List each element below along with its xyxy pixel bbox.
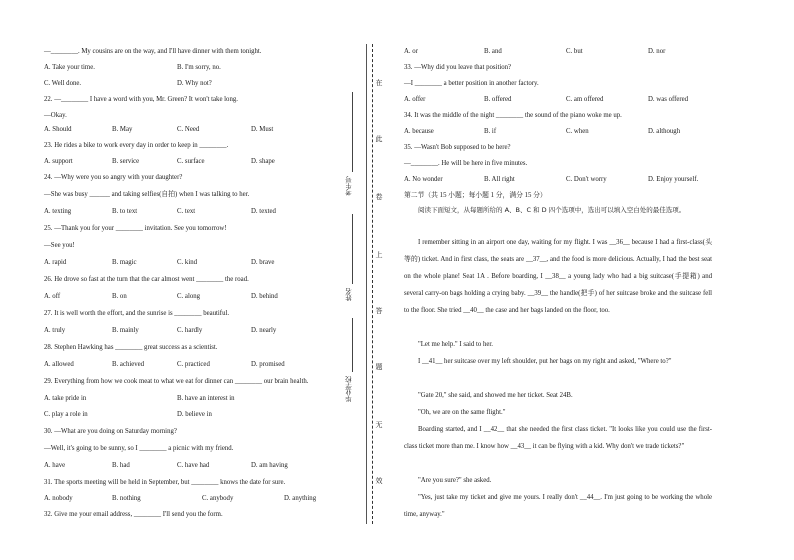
q21-stem: —________. My cousins are on the way, and I'll have dinner with them tonight. [44,48,262,55]
q30-option-a: A. have [44,462,66,469]
q28-option-b: B. achieved [112,361,145,368]
q31-option-c: C. anybody [202,495,234,502]
q33-option-c: C. am offered [566,96,604,103]
q32-stem: 32. Give me your email address, ________ I'll send you the form. [44,511,223,518]
passage-paragraph-2: "Let me help." I said to her. [418,341,494,348]
q23-option-b: B. service [112,158,140,165]
q29-option-d: D. believe in [177,411,212,418]
q26-option-a: A. off [44,293,61,300]
q28-stem: 28. Stephen Hawking has ________ great success as a scientist. [44,344,218,351]
q21-option-d: D. Why not? [177,80,212,87]
q25-stem: 25. —Thank you for your ________ invitation. See you tomorrow! [44,225,227,232]
passage-paragraph-3: I __41__ her suitcase over my left shoulder, put her bags on my right and asked, "Where to?" [418,358,672,365]
q28-option-d: D. promised [251,361,285,368]
q35-option-c: C. Don't worry [566,176,607,183]
q32-option-a: A. or [404,48,418,55]
q34-option-c: C. when [566,128,589,135]
q35-option-a: A. No wonder [404,176,443,183]
binding-margin [330,0,390,560]
seal-char: 在 [375,79,383,87]
q30-option-c: C. have had [177,462,210,469]
binding-solid-line [366,44,367,524]
q35-option-b: B. All right [484,176,515,183]
q24-stem: 24. —Why were you so angry with your daughter? [44,174,183,181]
school-line [352,318,353,372]
q24-option-b: B. to text [112,208,138,215]
passage-paragraph-5: "Oh, we are on the same flight." [418,409,506,416]
name-label: 姓名 [345,288,353,301]
passage-paragraph-4: "Gate 20," she said, and showed me her ticket. Seat 24B. [418,392,573,399]
q30-option-d: D. am having [251,462,288,469]
q29-option-a: A. take pride in [44,395,87,402]
q22-stem: 22. —________ I have a word with you, Mr. Green? It won't take long. [44,96,238,103]
q33-option-d: D. was offered [648,96,689,103]
q33-line2: —I ________ a better position in another factory. [404,80,539,87]
q24-option-d: D. texted [251,208,276,215]
q26-option-d: D. behind [251,293,278,300]
q22-option-d: D. Must [251,126,274,133]
q23-stem: 23. He rides a bike to work every day in order to keep in ________. [44,142,229,149]
q31-option-d: D. anything [284,495,317,502]
q32-option-b: B. and [484,48,502,55]
seal-char: 效 [375,477,383,485]
q25-option-a: A. rapid [44,259,67,266]
q22-reply: —Okay. [44,112,67,119]
q27-stem: 27. It is well worth the effort, and the sunrise is ________ beautiful. [44,310,230,317]
q27-option-c: C. hardly [177,327,203,334]
q26-option-b: B. on [112,293,127,300]
section-instructions: 阅读下面短文，从每题所给的 A、B、C 和 D 四个选项中，选出可以填入空白处的最佳选项。 [418,206,686,214]
binding-dashed-line [372,44,373,524]
q34-option-a: A. because [404,128,434,135]
school-label: 毕业学校 [345,376,353,402]
q28-option-a: A. allowed [44,361,74,368]
passage-paragraph-7: "Are you sure?" she asked. [418,477,492,484]
seal-char: 题 [375,363,383,371]
q23-option-d: D. shape [251,158,275,165]
q29-option-c: C. play a role in [44,411,88,418]
q33-option-a: A. offer [404,96,426,103]
section-title: 第二节（共 15 小题；每小题 1 分，满分 15 分） [404,192,547,199]
q35-option-d: D. Enjoy yourself. [648,176,699,183]
q25-option-d: D. brave [251,259,275,266]
q31-option-a: A. nobody [44,495,73,502]
q34-option-d: D. although [648,128,681,135]
q29-stem: 29. Everything from how we cook meat to what we eat for dinner can ________ our brain health. [44,378,309,385]
q24-option-c: C. text [177,208,196,215]
q31-option-b: B. nothing [112,495,141,502]
q29-option-b: B. have an interest in [177,395,235,402]
seal-char: 无 [375,421,383,429]
q30-stem: 30. —What are you doing on Saturday morning? [44,428,177,435]
q26-option-c: C. along [177,293,201,300]
q24-option-a: A. texting [44,208,72,215]
passage-paragraph-8: "Yes, just take my ticket and give me yours. I really don't __44__. I'm just going to be working the whole time, anyway." [404,494,712,518]
q27-option-b: B. mainly [112,327,139,334]
q33-option-b: B. offered [484,96,512,103]
q24-line2: —She was busy ______ and taking selfies(自拍) when I was talking to her. [44,191,250,198]
q25-reply: —See you! [44,242,75,249]
q35-line2: —________. He will be here in five minutes. [404,160,528,167]
q27-option-a: A. truly [44,327,66,334]
q34-option-b: B. if [484,128,497,135]
exam-number-label: 考生号 [345,176,353,196]
name-line [352,214,353,284]
q23-option-c: C. surface [177,158,205,165]
q30-line2: —Well, it's going to be sunny, so I ________ a picnic with my friend. [44,445,234,452]
exam-number-line [352,92,353,172]
q28-option-c: C. practiced [177,361,210,368]
seal-char: 上 [375,251,383,259]
q30-option-b: B. had [112,462,130,469]
q23-option-a: A. support [44,158,73,165]
q21-option-c: C. Well done. [44,80,82,87]
seal-char: 答 [375,307,383,315]
q22-option-b: B. May [112,126,133,133]
q32-option-c: C. but [566,48,583,55]
seal-char: 此 [375,135,383,143]
q26-stem: 26. He drove so fast at the turn that the car almost went ________ the road. [44,276,249,283]
q21-option-a: A. Take your time. [44,64,95,71]
q25-option-c: C. kind [177,259,198,266]
q25-option-b: B. magic [112,259,137,266]
seal-char: 卷 [375,193,383,201]
q21-option-b: B. I'm sorry, no. [177,64,221,71]
q33-stem: 33. —Why did you leave that position? [404,64,512,71]
q22-option-a: A. Should [44,126,72,133]
q27-option-d: D. nearly [251,327,277,334]
q32-option-d: D. nor [648,48,666,55]
q31-stem: 31. The sports meeting will be held in September, but ________ knows the date for sure. [44,479,286,486]
q34-stem: 34. It was the middle of the night ________ the sound of the piano woke me up. [404,112,622,119]
q22-option-c: C. Need [177,126,200,133]
passage-paragraph-6: Boarding started, and I __42__ that she needed the first class ticket. "It looks like you could use the first-class ticket more than me. I know how __43__ it can be flying with a kid. Why don't we trade tickets?" [404,426,712,450]
passage-paragraph-1: I remember sitting in an airport one day, waiting for my flight. I was __36__ because I had a first-class(头等的) ticket. And in first class, the seats are __37__, and the food is more delicious. Actually, I had the best seat on the whole plane! Seat 1A . Before boarding, I __38__ a young lady who had a big suitcase(手提箱) and several carry-on bags holding a crying baby. __39__ the handle(把手) of her suitcase broke and the suitcase fell to the floor. She tried __40__ the case and her bags landed on the floor, too. [404,239,712,314]
q35-stem: 35. —Wasn't Bob supposed to be here? [404,144,511,151]
